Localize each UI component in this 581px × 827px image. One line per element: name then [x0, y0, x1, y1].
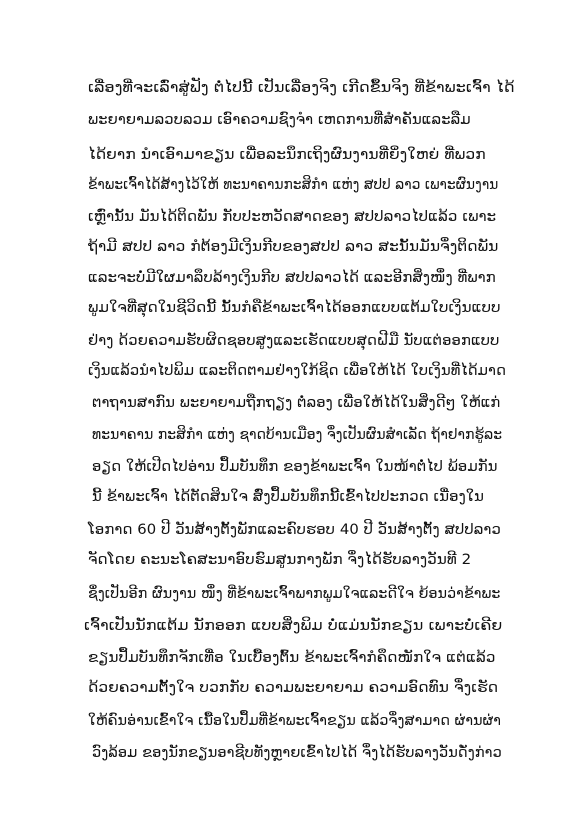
- text-line: ດ້ວຍຄວາມຕັ້ງໃຈ ບວກກັບ ຄວາມພະຍາຍາມ ຄວາມອົດທົນ ຈຶ່ງເຮັດ: [88, 680, 499, 696]
- text-line: ວົງລ້ອມ ຂອງນັກຂຽນອາຊີບທັງຫຼາຍເຂົ້າໄປໄດ້ ຈຶ່ງໄດ້ຮັບລາງວັນດັ່ງກ່າວ: [92, 745, 502, 761]
- text-line: ທະນາຄານ ກະສິກຳ ແຫ່ງ ຊາດບ້ານເມືອງ ຈຶ່ງເປັນຜົນສຳເລັດ ຖ້າຢາກຮູ້ລະ: [92, 427, 503, 443]
- text-line: ຊຶ່ງເປັນອີກ ຜົນງານ ໜຶ່ງ ທີ່ຂ້າພະເຈົ້າພາກພູມໃຈແລະດີໃຈ ຍ້ອນວ່າຂ້າພະ: [88, 586, 501, 602]
- text-line: ເຫຼົ່ານັ້ນ ມັນໄດ້ຕິດພັນ ກັບປະຫວັດສາດຂອງ ສປປລາວໄປແລ້ວ ເພາະ: [88, 209, 497, 225]
- text-line: ຂຽນປຶ້ມບັນທຶກຈັກເທື່ອ ໃນເບື້ອງຕົ້ນ ຂ້າພະເຈົ້າກໍຄຶດໜັກໃຈ ແຕ່ແລ້ວ: [88, 650, 496, 666]
- text-line: ຢ່າງ ດ້ວຍຄວາມຮັບຜິດຊອບສູງແລະເຮັດແບບສຸດຝີມື ນັບແຕ່ອອກແບບ: [88, 333, 500, 349]
- text-line: ໄດ້ຍາກ ນຳເອົາມາຂຽນ ເພື່ອລະນຶກເຖິງຜົນງານທີ່ຍິ່ງໃຫຍ່ ທີ່ພວກ: [88, 147, 486, 163]
- text-line: ພູມໃຈທີ່ສຸດໃນຊີວິດນີ້ ນັ້ນກໍຄືຂ້າພະເຈົ້າໄດ້ອອກແບບແຕ້ມໃບເງິນແບບ: [88, 300, 501, 316]
- text-line: ໂອກາດ 60 ປີ ວັນສ້າງຕັ້ງພັກແລະຄົບຮອບ 40 ປີ ວັນສ້າງຕັ້ງ ສປປລາວ: [88, 522, 501, 538]
- text-line: ໃຫ້ຄົນອ່ານເຂົ້າໃຈ ເນື້ອໃນປຶ້ມທີ່ຂ້າພະເຈົ້າຂຽນ ແລ້ວຈຶ່ງສາມາດ ຜ່ານຜ່າ: [88, 713, 502, 729]
- text-line: ຖ້າມີ ສປປ ລາວ ກໍຕ້ອງມີເງິນກີບຂອງສປປ ລາວ ສະນັ້ນມັນຈຶ່ງຕິດພັນ: [88, 239, 499, 255]
- text-line: ຈັດໂດຍ ຄະນະໂຄສະນາອົບຮົມສູນກາງພັກ ຈຶ່ງໄດ້ຮັບລາງວັນທີ 2: [88, 552, 472, 568]
- text-line: ເລື່ອງທີ່ຈະເລົ່າສູ່ຟັງ ຕໍ່ໄປນີ້ ເປັນເລື່ອງຈິງ ເກີດຂຶ້ນຈິງ ທີ່ຂ້າພະເຈົ້າ ໄດ້: [88, 80, 515, 96]
- text-line: ເຈົ້າເປັນນັກແຕ້ມ ນັກອອກ ແບບສິ່ງພິມ ບໍ່ແມ່ນນັກຂຽນ ເພາະບໍ່ເຄີຍ: [84, 618, 503, 634]
- text-line: ອຽດ ໃຫ້ເປີດໄປອ່ານ ປຶ້ມບັນທຶກ ຂອງຂ້າພະເຈົ້າ ໃນໜ້າຕໍ່ໄປ ພ້ອມກັນ: [92, 459, 498, 475]
- text-line: ຂ້າພະເຈົ້າໄດ້ສ້າງໄວ້ໃຫ້ ທະນາຄານກະສິກຳ ແຫ່ງ ສປປ ລາວ ເພາະຜົນງານ: [88, 177, 499, 193]
- text-line: ແລະຈະບໍ່ມີໃຜມາລຶບລ້າງເງິນກີບ ສປປລາວໄດ້ ແລະອີກສິ່ງໜຶ່ງ ທີ່ພາກ: [88, 270, 496, 286]
- text-line: ຕາຖານສາກົນ ພະຍາຍາມຖືກຖຽງ ຕໍ່ລອງ ເພື່ອໃຫ້ໄດ້ໃນສິ່ງດີໆ ໃຫ້ແກ່: [92, 395, 501, 411]
- text-line: ພະຍາຍາມລວບລວມ ເອົາຄວາມຊົງຈຳ ເຫດການທີ່ສຳຄັນແລະລືມ: [88, 112, 471, 128]
- text-line: ນີ້ ຂ້າພະເຈົ້າ ໄດ້ຕັດສິນໃຈ ສົ່ງປຶ້ມບັນທຶກນີ້ເຂົ້າໄປປະກວດ ເນື່ອງໃນ: [92, 489, 484, 505]
- text-line: ເງິນແລ້ວນຳໄປພິມ ແລະຕິດຕາມຢ່າງໃກ້ຊິດ ເພື່ອໃຫ້ໄດ້ ໃບເງິນທີ່ໄດ້ມາດ: [88, 363, 507, 379]
